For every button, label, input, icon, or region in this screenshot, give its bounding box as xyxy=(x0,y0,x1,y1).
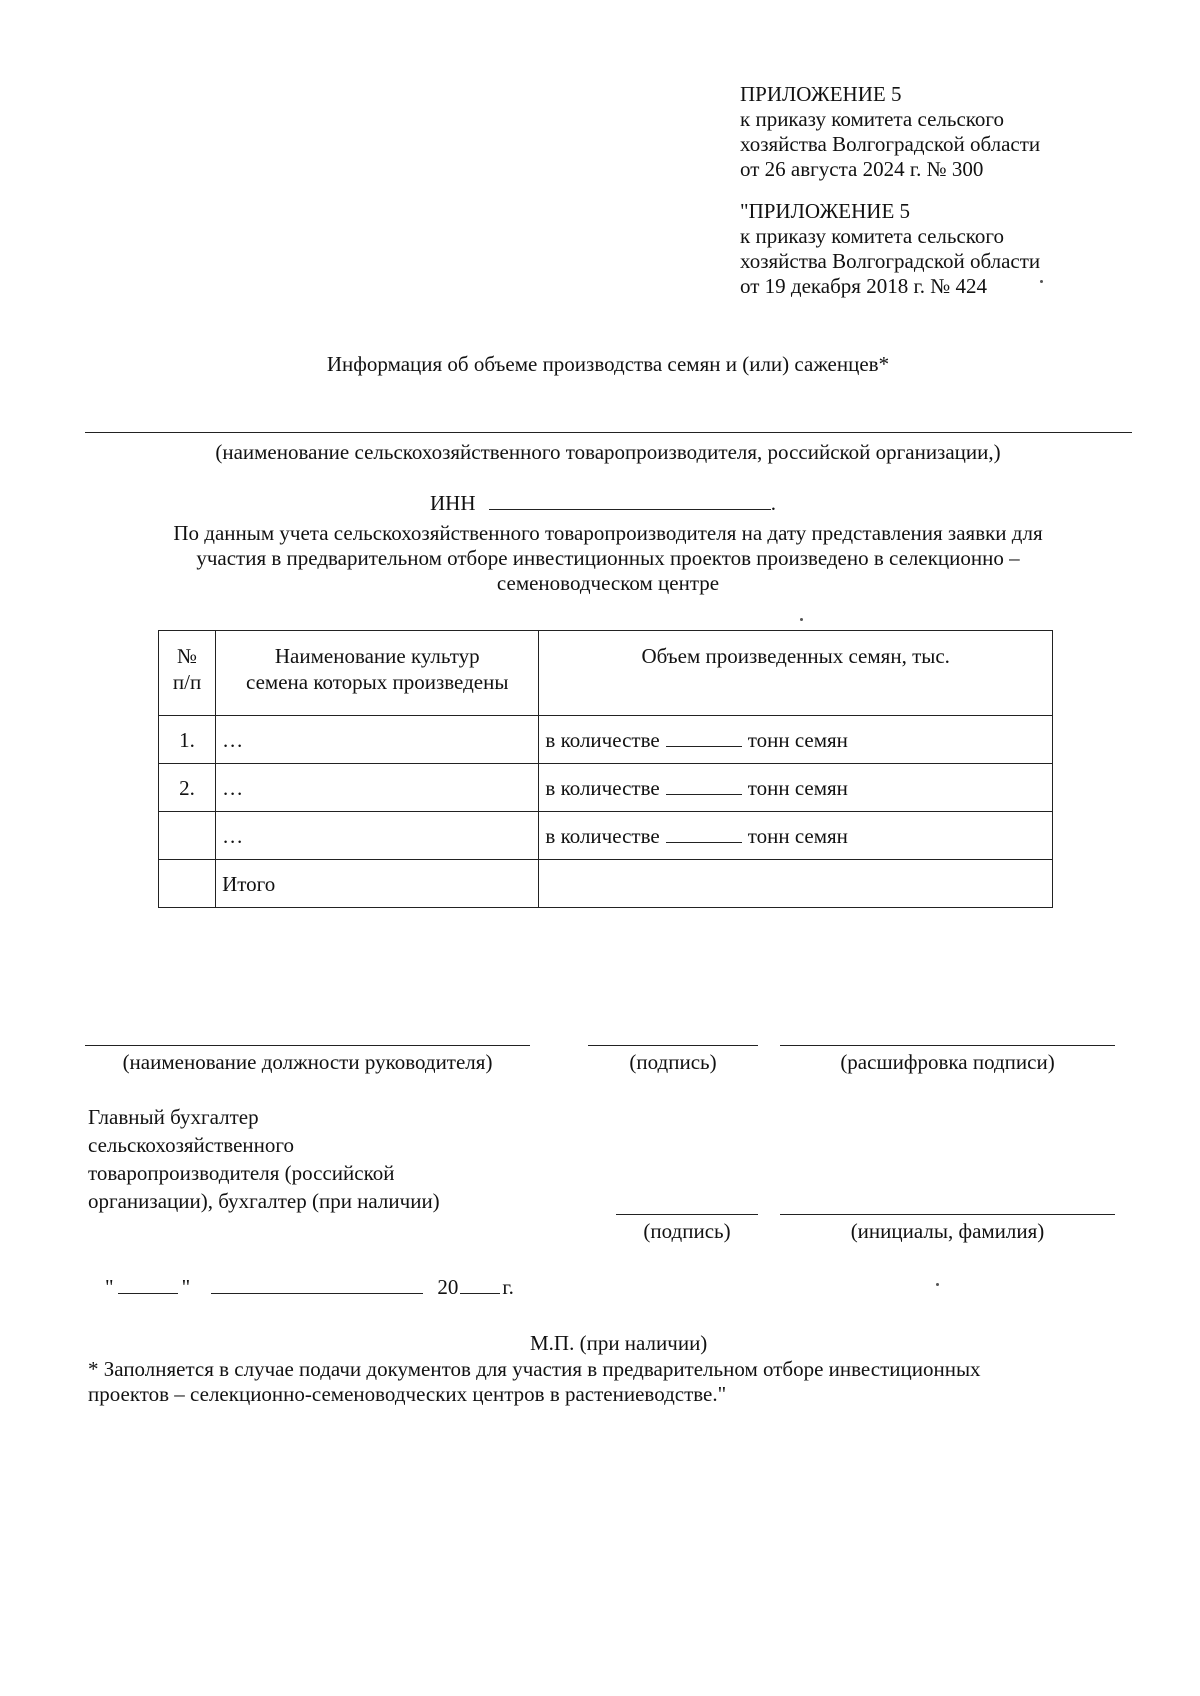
row-volume xyxy=(539,812,1053,860)
footnote xyxy=(88,1357,981,1407)
row-number: 1. xyxy=(159,716,216,764)
signature2-line xyxy=(616,1214,758,1215)
qty-prefix: в количестве xyxy=(545,727,660,752)
initials-line xyxy=(780,1214,1115,1215)
row-crop-name: … xyxy=(216,716,539,764)
accountant-line: Главный бухгалтер xyxy=(88,1105,259,1129)
qty-suffix: тонн семян xyxy=(747,727,848,752)
header-number-line: № xyxy=(177,644,198,668)
footnote-line: проектов – селекционно-семеноводческих центров в растениеводстве." xyxy=(88,1382,727,1406)
org-name-line xyxy=(85,432,1132,433)
qty-blank xyxy=(666,824,742,843)
header-cell-crop-name xyxy=(216,631,539,716)
year-blank xyxy=(460,1275,500,1294)
scan-speck xyxy=(800,618,803,621)
signature2-caption: (подпись) xyxy=(643,1219,731,1243)
row-crop-name: … xyxy=(216,812,539,860)
total-value-cell xyxy=(539,860,1053,908)
scan-speck xyxy=(1040,280,1043,283)
intro-paragraph xyxy=(0,521,1200,596)
appendix-title: "ПРИЛОЖЕНИЕ 5 xyxy=(740,199,911,223)
header-cell-volume: Объем произведенных семян, тыс. xyxy=(539,631,1053,716)
year-prefix: 20 xyxy=(437,1275,459,1299)
appendix-line: к приказу комитета сельского xyxy=(740,224,1005,248)
appendix-line: от 26 августа 2024 г. № 300 xyxy=(740,157,984,181)
qty-prefix: в количестве xyxy=(545,823,660,848)
document-title: Информация об объеме производства семян и (или) саженцев* xyxy=(326,352,890,376)
signature-line xyxy=(588,1045,758,1046)
qty-blank xyxy=(666,728,742,747)
day-blank xyxy=(118,1275,178,1294)
qty-blank xyxy=(666,776,742,795)
appendix-line: хозяйства Волгоградской области xyxy=(740,249,1041,273)
table-header-row xyxy=(159,631,1053,716)
header-number-line: п/п xyxy=(172,670,202,694)
decode-line xyxy=(780,1045,1115,1046)
qty-suffix: тонн семян xyxy=(747,823,848,848)
qty-suffix: тонн семян xyxy=(747,775,848,800)
table-row xyxy=(159,812,1053,860)
row-volume xyxy=(539,716,1053,764)
intro-line: участия в предварительном отборе инвестиционных проектов произведено в селекционно – xyxy=(196,546,1020,570)
org-name-caption: (наименование сельскохозяйственного товаропроизводителя, российской организации,) xyxy=(215,440,1001,464)
appendix-line: к приказу комитета сельского xyxy=(740,107,1005,131)
appendix-line: хозяйства Волгоградской области xyxy=(740,132,1041,156)
row-crop-name: … xyxy=(216,764,539,812)
chief-accountant-block xyxy=(88,1103,440,1215)
header-crop-line: семена которых произведены xyxy=(246,670,509,694)
row-number xyxy=(159,812,216,860)
table-row xyxy=(159,716,1053,764)
signature-caption: (подпись) xyxy=(629,1050,717,1074)
total-number-cell xyxy=(159,860,216,908)
position-caption: (наименование должности руководителя) xyxy=(122,1050,493,1074)
accountant-line: товаропроизводителя (российской xyxy=(88,1161,395,1185)
appendix-header-current xyxy=(740,82,1040,182)
initials-caption: (инициалы, фамилия) xyxy=(850,1219,1045,1243)
inn-field-line xyxy=(489,491,771,510)
accountant-line: организации), бухгалтер (при наличии) xyxy=(88,1189,440,1213)
intro-line: По данным учета сельскохозяйственного товаропроизводителя на дату представления заявки для xyxy=(173,521,1043,545)
row-number: 2. xyxy=(159,764,216,812)
month-blank xyxy=(211,1275,423,1294)
accountant-line: сельскохозяйственного xyxy=(88,1133,294,1157)
appendix-header-original xyxy=(740,199,1040,299)
intro-line: семеноводческом центре xyxy=(496,571,720,595)
footnote-line: * Заполняется в случае подачи документов для участия в предварительном отборе инвестиционных xyxy=(88,1357,981,1381)
date-quote-close: " xyxy=(181,1275,191,1299)
table-row xyxy=(159,764,1053,812)
date-row xyxy=(105,1275,514,1300)
inn-label: ИНН xyxy=(430,491,476,515)
decode-caption: (расшифровка подписи) xyxy=(840,1050,1055,1074)
total-label: Итого xyxy=(216,860,539,908)
position-line xyxy=(85,1045,530,1046)
row-volume xyxy=(539,764,1053,812)
appendix-title: ПРИЛОЖЕНИЕ 5 xyxy=(740,82,902,106)
table-total-row xyxy=(159,860,1053,908)
year-suffix: г. xyxy=(502,1275,514,1299)
appendix-line: от 19 декабря 2018 г. № 424 xyxy=(740,274,987,298)
scan-speck xyxy=(936,1283,939,1286)
qty-prefix: в количестве xyxy=(545,775,660,800)
header-crop-line: Наименование культур xyxy=(274,644,480,668)
seeds-volume-table xyxy=(158,630,1053,908)
inn-period: . xyxy=(770,491,776,515)
inn-row xyxy=(430,491,776,516)
header-cell-number xyxy=(159,631,216,716)
stamp-place: М.П. (при наличии) xyxy=(530,1331,708,1355)
date-quote-open: " xyxy=(105,1275,114,1299)
